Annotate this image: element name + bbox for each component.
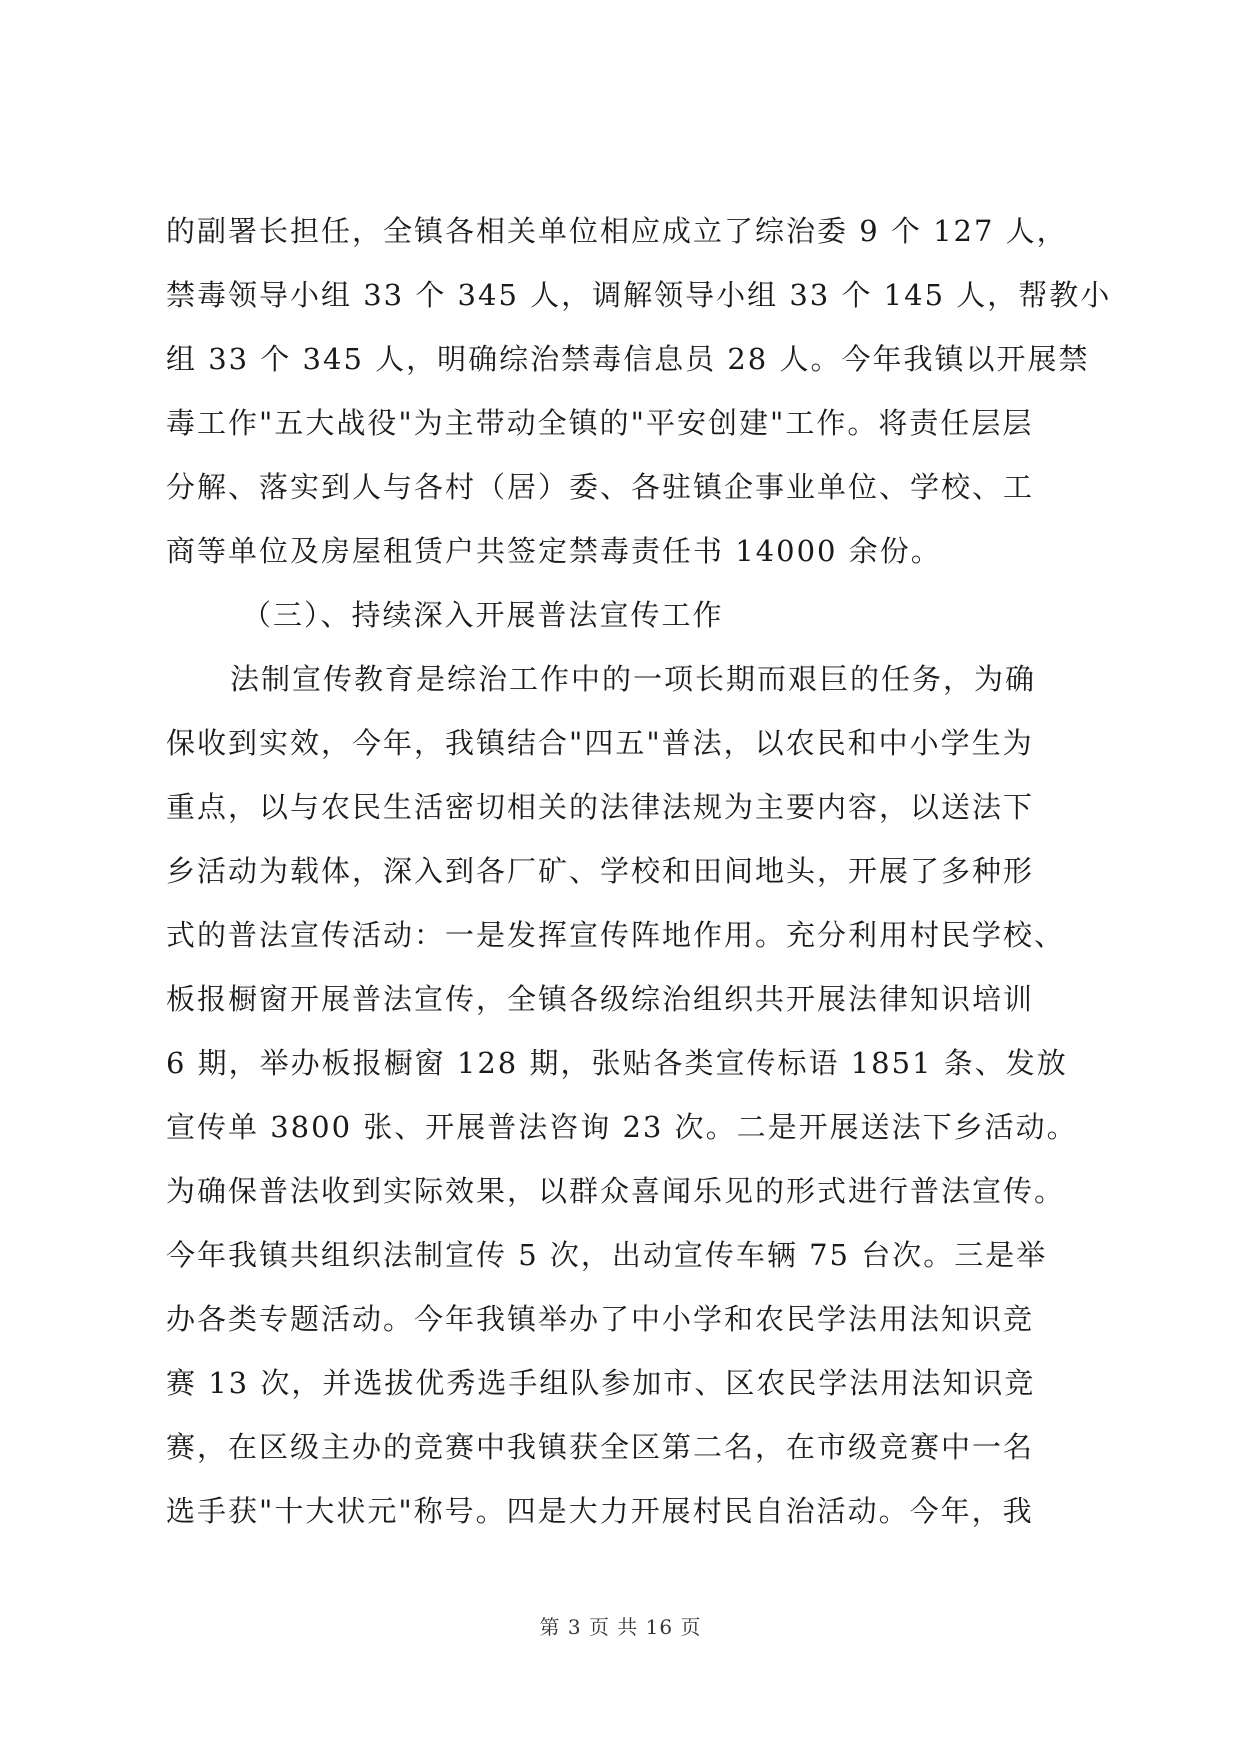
text-line: 乡活动为载体，深入到各厂矿、学校和田间地头，开展了多种形 [166,854,1035,888]
text-line: 分解、落实到人与各村（居）委、各驻镇企事业单位、学校、工 [166,470,1035,504]
text-line: 商等单位及房屋租赁户共签定禁毒责任书 14000 余份。 [166,534,942,568]
text-line: 禁毒领导小组 33 个 345 人，调解领导小组 33 个 145 人，帮教小 [166,278,1112,312]
body-text [166,199,1112,1543]
text-line: 保收到实效，今年，我镇结合"四五"普法，以农民和中小学生为 [166,726,1034,760]
text-line: 的副署长担任，全镇各相关单位相应成立了综治委 9 个 127 人， [166,214,1068,248]
text-line: 宣传单 3800 张、开展普法咨询 23 次。二是开展送法下乡活动。 [166,1110,1078,1144]
text-line: 组 33 个 345 人，明确综治禁毒信息员 28 人。今年我镇以开展禁 [166,342,1090,376]
text-line: 赛 13 次，并选拔优秀选手组队参加市、区农民学法用法知识竞 [166,1366,1036,1400]
text-line: 重点，以与农民生活密切相关的法律法规为主要内容，以送法下 [166,790,1035,824]
text-line: 毒工作"五大战役"为主带动全镇的"平安创建"工作。将责任层层 [166,406,1034,440]
text-line: 为确保普法收到实际效果，以群众喜闻乐见的形式进行普法宣传。 [166,1174,1066,1208]
text-line: 今年我镇共组织法制宣传 5 次，出动宣传车辆 75 台次。三是举 [166,1238,1048,1272]
text-line: 式的普法宣传活动：一是发挥宣传阵地作用。充分利用村民学校、 [166,918,1066,952]
text-line: 6 期，举办板报橱窗 128 期，张贴各类宣传标语 1851 条、发放 [166,1046,1068,1080]
section-heading: （三）、持续深入开展普法宣传工作 [242,598,724,632]
text-line: 赛，在区级主办的竞赛中我镇获全区第二名，在市级竞赛中一名 [166,1430,1035,1464]
text-line: 选手获"十大状元"称号。四是大力开展村民自治活动。今年，我 [166,1494,1034,1528]
text-line: 板报橱窗开展普法宣传，全镇各级综治组织共开展法律知识培训 [166,982,1035,1016]
paragraph-first-line: 法制宣传教育是综治工作中的一项长期而艰巨的任务，为确 [230,662,1037,696]
page-number-footer: 第 3 页 共 16 页 [539,1615,702,1639]
text-line: 办各类专题活动。今年我镇举办了中小学和农民学法用法知识竞 [166,1302,1035,1336]
